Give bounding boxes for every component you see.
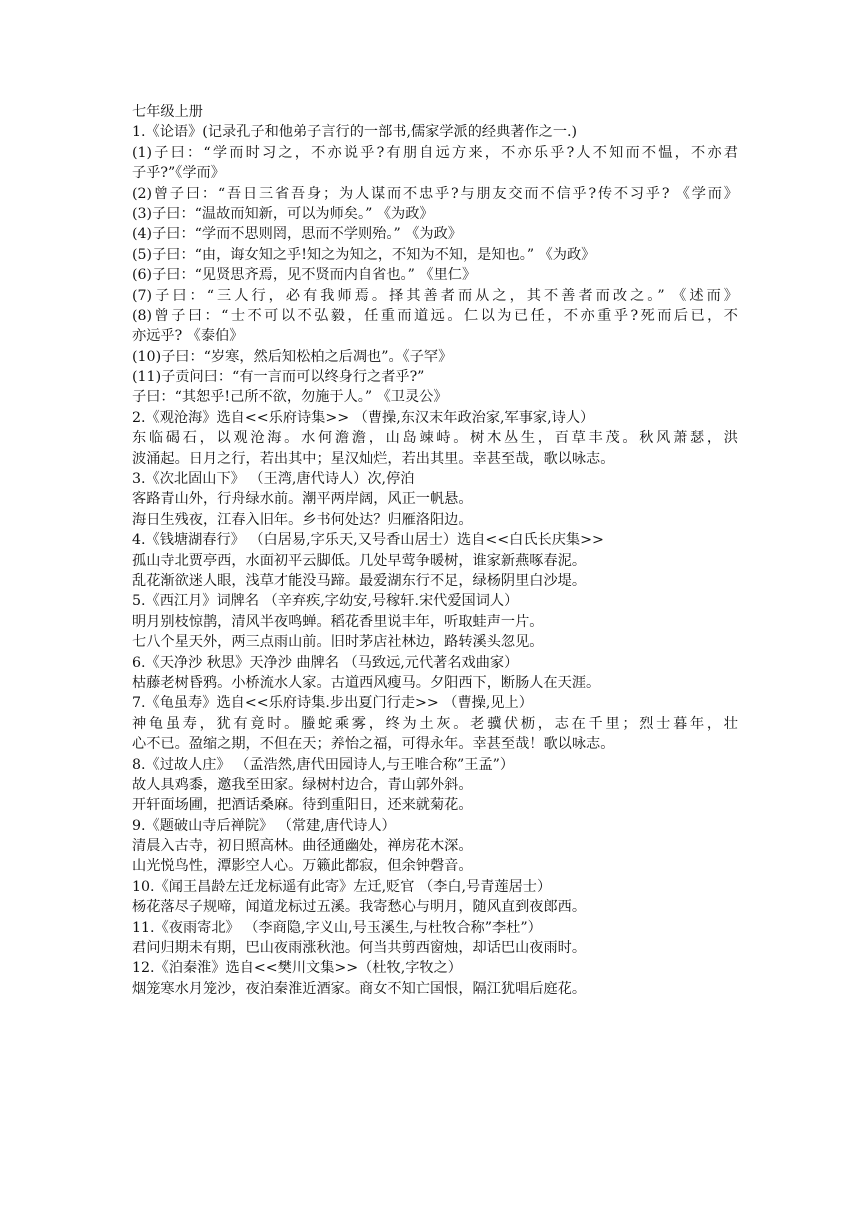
text-line: 东临碣石，以观沧海。水何澹澹，山岛竦峙。树木丛生，百草丰茂。秋风萧瑟，洪: [132, 430, 738, 447]
text-line: 3.《次北固山下》 （王湾,唐代诗人）次,停泊: [132, 471, 415, 488]
text-line: 子乎?”《学而》: [132, 165, 225, 182]
text-line: (3)子曰：“温故而知新，可以为师矣。” 《为政》: [132, 205, 434, 222]
text-line: (4)子曰：“学而不思则罔，思而不学则殆。” 《为政》: [132, 226, 462, 243]
text-line: 1.《论语》(记录孔子和他弟子言行的一部书,儒家学派的经典著作之一.): [132, 124, 578, 141]
text-line: 子曰：“其恕乎!己所不欲，勿施于人。” 《卫灵公》: [132, 389, 448, 406]
text-line: 2.《观沧海》选自<<乐府诗集>> （曹操,东汉末年政治家,军事家,诗人）: [132, 409, 595, 426]
text-line: (1)子曰：“学而时习之，不亦说乎?有朋自远方来，不亦乐乎?人不知而不愠，不亦君: [132, 144, 738, 161]
text-line: 12.《泊秦淮》选自<<樊川文集>>（杜牧,字牧之）: [132, 960, 462, 977]
text-line: 心不已。盈缩之期，不但在天；养怡之福，可得永年。幸甚至哉！歌以咏志。: [132, 736, 615, 753]
text-line: 8.《过故人庄》 （孟浩然,唐代田园诗人,与王唯合称”王孟”）: [132, 756, 515, 773]
text-line: 杨花落尽子规啼，闻道龙标过五溪。我寄愁心与明月，随风直到夜郎西。: [132, 899, 587, 916]
text-line: 开轩面场圃，把酒话桑麻。待到重阳日，还来就菊花。: [132, 797, 473, 814]
text-line: 4.《钱塘湖春行》 （白居易,字乐天,又号香山居士）选自<<白氏长庆集>>: [132, 532, 604, 549]
text-line: 神龟虽寿，犹有竟时。螣蛇乘雾，终为土灰。老骥伏枥，志在千里；烈士暮年，壮: [132, 715, 738, 732]
text-line: 5.《西江月》词牌名 （辛弃疾,字幼安,号稼轩.宋代爱国词人）: [132, 593, 519, 610]
text-line: (10)子曰：“岁寒，然后知松柏之后凋也”。《子罕》: [132, 348, 453, 365]
text-line: 6.《天净沙 秋思》天净沙 曲牌名 （马致远,元代著名戏曲家）: [132, 654, 519, 671]
text-line: (7)子曰：“三人行，必有我师焉。择其善者而从之，其不善者而改之。” 《述而》: [132, 287, 738, 304]
text-line: 君问归期未有期，巴山夜雨涨秋池。何当共剪西窗烛，却话巴山夜雨时。: [132, 940, 587, 957]
text-line: 乱花渐欲迷人眼，浅草才能没马蹄。最爱湖东行不足，绿杨阴里白沙堤。: [132, 572, 587, 589]
text-line: 客路青山外，行舟绿水前。潮平两岸阔，风正一帆悬。: [132, 491, 473, 508]
text-line: 烟笼寒水月笼沙，夜泊秦淮近酒家。商女不知亡国恨，隔江犹唱后庭花。: [132, 980, 587, 997]
text-line: 山光悦鸟性，潭影空人心。万籁此都寂，但余钟磬音。: [132, 858, 473, 875]
text-line: 明月别枝惊鹊，清风半夜鸣蝉。稻花香里说丰年，听取蛙声一片。: [132, 613, 544, 630]
text-line: 故人具鸡黍，邀我至田家。绿树村边合，青山郭外斜。: [132, 776, 473, 793]
document-body: [132, 102, 738, 999]
text-line: 亦远乎? 《泰伯》: [132, 328, 244, 345]
page-title: 七年级上册: [132, 104, 203, 120]
text-line: (5)子曰：“由，诲女知之乎!知之为知之，不知为不知，是知也。” 《为政》: [132, 246, 596, 263]
text-line: 波涌起。日月之行，若出其中；星汉灿烂，若出其里。幸甚至哉，歌以咏志。: [132, 450, 615, 467]
text-line: (2)曾子曰：“吾日三省吾身；为人谋而不忠乎?与朋友交而不信乎?传不习乎? 《学而》: [132, 185, 738, 202]
text-line: (8)曾子曰：“士不可以不弘毅，任重而道远。仁以为已任，不亦重乎?死而后已，不: [132, 307, 738, 324]
text-line: 孤山寺北贾亭西，水面初平云脚低。几处早莺争暖树，谁家新燕啄春泥。: [132, 552, 587, 569]
text-line: 枯藤老树昏鸦。小桥流水人家。古道西风瘦马。夕阳西下，断肠人在天涯。: [132, 674, 601, 691]
text-line: 11.《夜雨寄北》 （李商隐,字义山,号玉溪生,与杜牧合称”李杜”）: [132, 919, 542, 936]
text-line: 7.《龟虽寿》选自<<乐府诗集.步出夏门行走>> （曹操,见上）: [132, 695, 533, 712]
text-line: 9.《题破山寺后禅院》 （常建,唐代诗人）: [132, 817, 396, 834]
text-line: 七八个星天外，两三点雨山前。旧时茅店社林边，路转溪头忽见。: [132, 634, 544, 651]
text-line: (11)子贡问曰：“有一言而可以终身行之者乎?”: [132, 369, 425, 386]
text-line: 清晨入古寺，初日照高林。曲径通幽处，禅房花木深。: [132, 838, 473, 855]
text-line: (6)子曰：“见贤思齐焉，见不贤而内自省也。” 《里仁》: [132, 267, 477, 284]
text-line: 10.《闻王昌龄左迁龙标遥有此寄》左迁,贬官 （李白,号青莲居士）: [132, 878, 552, 895]
text-line: 海日生残夜，江春入旧年。乡书何处达？归雁洛阳边。: [132, 511, 473, 528]
